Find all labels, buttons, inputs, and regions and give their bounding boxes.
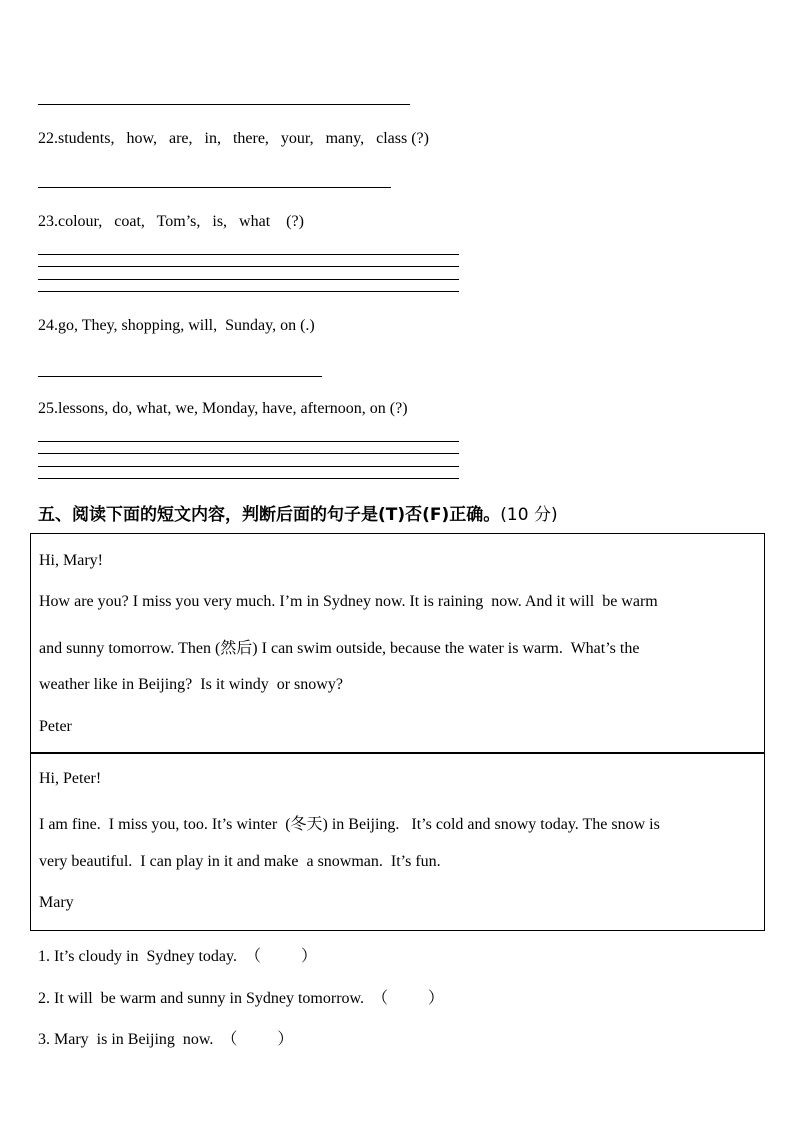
question-number: 22.	[38, 130, 58, 147]
question-24	[38, 317, 315, 335]
letter-line: I am fine. I miss you, too. It’s winter (冬天) in Beijing. It’s cold and snowy today. The snow is	[39, 816, 660, 833]
section-title-text: 五、阅读下面的短文内容，判断后面的句子是(T)否(F)正确。	[38, 505, 501, 525]
section-score: (10 分)	[500, 505, 558, 525]
question-25	[38, 400, 408, 418]
answer-line[interactable]	[38, 187, 391, 188]
question-number: 25.	[38, 400, 58, 417]
question-words: colour, coat, Tom’s, is, what (?)	[58, 213, 304, 230]
letter-line: weather like in Beijing? Is it windy or snowy?	[39, 676, 343, 693]
letter-box-peter	[30, 533, 765, 754]
answer-line[interactable]	[38, 441, 459, 442]
tf-item-2[interactable]: 2. It will be warm and sunny in Sydney tomorrow. （ ）	[38, 990, 445, 1007]
letter-box-mary	[30, 752, 765, 931]
answer-line[interactable]	[38, 376, 322, 377]
letter-signature: Peter	[39, 718, 72, 735]
letter-greeting: Hi, Mary!	[39, 552, 103, 569]
letter-line: How are you? I miss you very much. I’m in Sydney now. It is raining now. And it will be warm	[39, 593, 658, 610]
question-words: go, They, shopping, will, Sunday, on (.)	[58, 317, 315, 334]
question-words: lessons, do, what, we, Monday, have, afternoon, on (?)	[58, 400, 408, 417]
answer-line[interactable]	[38, 254, 459, 255]
answer-line[interactable]	[38, 266, 459, 267]
answer-line[interactable]	[38, 104, 410, 105]
question-number: 23.	[38, 213, 58, 230]
answer-line[interactable]	[38, 279, 459, 280]
letter-greeting: Hi, Peter!	[39, 770, 102, 787]
tf-item-3[interactable]: 3. Mary is in Beijing now. （ ）	[38, 1031, 294, 1048]
question-22	[38, 130, 429, 148]
letter-signature: Mary	[39, 894, 74, 911]
answer-line[interactable]	[38, 478, 459, 479]
answer-line[interactable]	[38, 291, 459, 292]
answer-line[interactable]	[38, 453, 459, 454]
letter-line: very beautiful. I can play in it and make a snowman. It’s fun.	[39, 853, 441, 870]
answer-line[interactable]	[38, 466, 459, 467]
question-words: students, how, are, in, there, your, many, class (?)	[58, 130, 429, 147]
question-23	[38, 213, 304, 231]
question-number: 24.	[38, 317, 58, 334]
tf-item-1[interactable]: 1. It’s cloudy in Sydney today. （ ）	[38, 948, 317, 965]
section-title	[38, 500, 558, 525]
letter-line: and sunny tomorrow. Then (然后) I can swim outside, because the water is warm. What’s the	[39, 640, 640, 657]
